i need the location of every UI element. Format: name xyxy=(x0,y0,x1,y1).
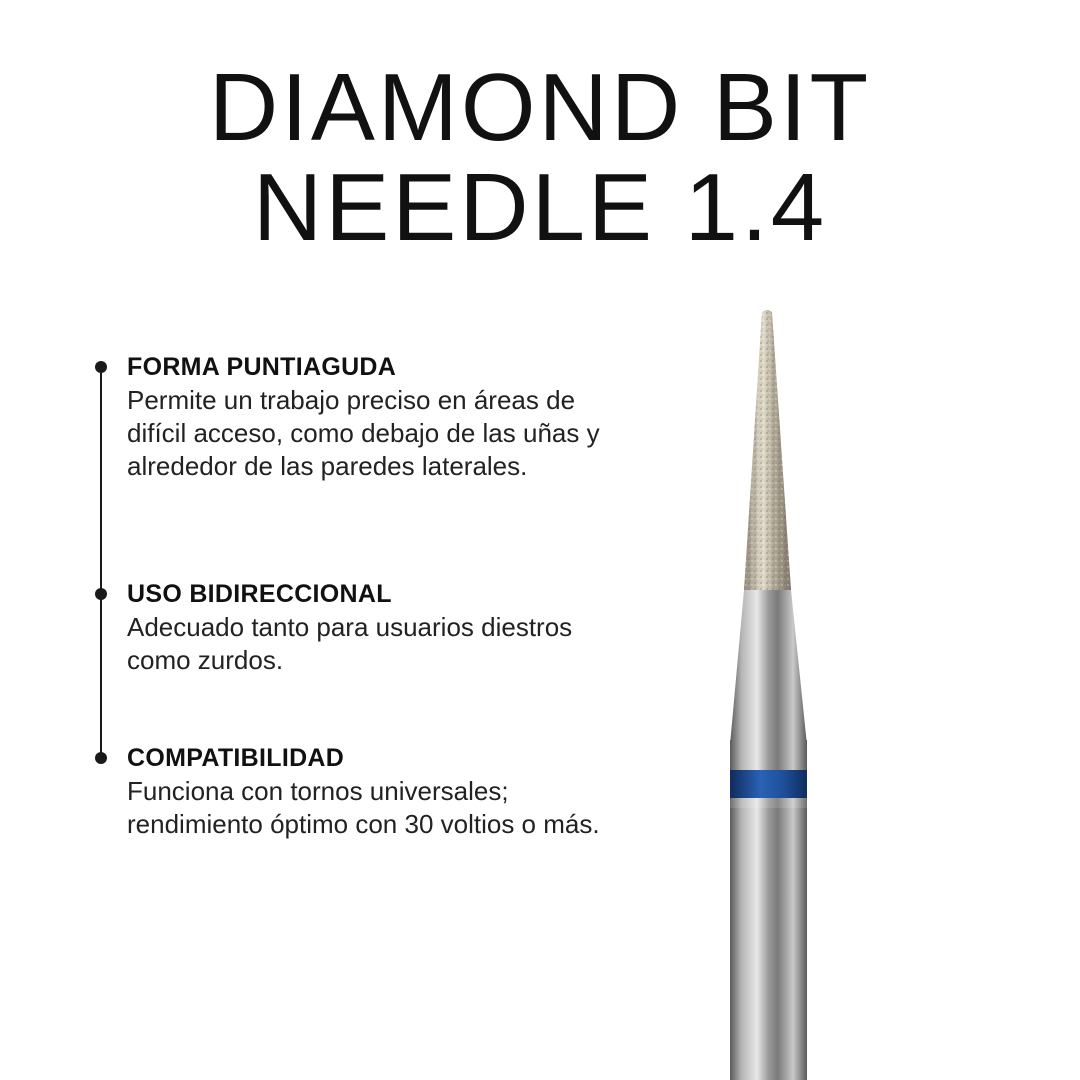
timeline-dot xyxy=(95,361,107,373)
feature-description: Permite un trabajo preciso en áreas de difícil acceso, como debajo de las uñas y alrededor de las paredes laterales. xyxy=(127,385,600,481)
feature-heading: FORMA PUNTIAGUDA xyxy=(127,353,397,381)
feature-bidirectional xyxy=(127,579,607,677)
feature-description: Funciona con tornos universales; rendimiento óptimo con 30 voltios o más. xyxy=(127,776,600,839)
page-title xyxy=(0,54,1080,261)
feature-heading: USO BIDIRECCIONAL xyxy=(127,580,392,608)
bit-neck xyxy=(730,590,807,745)
title-line-1: DIAMOND BIT xyxy=(208,54,872,161)
timeline-dot xyxy=(95,752,107,764)
timeline-dot xyxy=(95,588,107,600)
bit-collar xyxy=(730,740,807,770)
color-band xyxy=(730,770,807,798)
feature-pointed-shape xyxy=(127,352,607,483)
diamond-grit-texture xyxy=(744,310,791,590)
feature-heading: COMPATIBILIDAD xyxy=(127,744,345,772)
title-line-2: NEEDLE 1.4 xyxy=(252,154,828,261)
timeline-line xyxy=(100,367,102,758)
bit-shank xyxy=(730,798,807,1080)
diamond-bit-image xyxy=(700,300,840,1080)
feature-compatibility xyxy=(127,743,607,841)
shank-highlight xyxy=(730,798,807,808)
feature-description: Adecuado tanto para usuarios diestros como zurdos. xyxy=(127,612,573,675)
